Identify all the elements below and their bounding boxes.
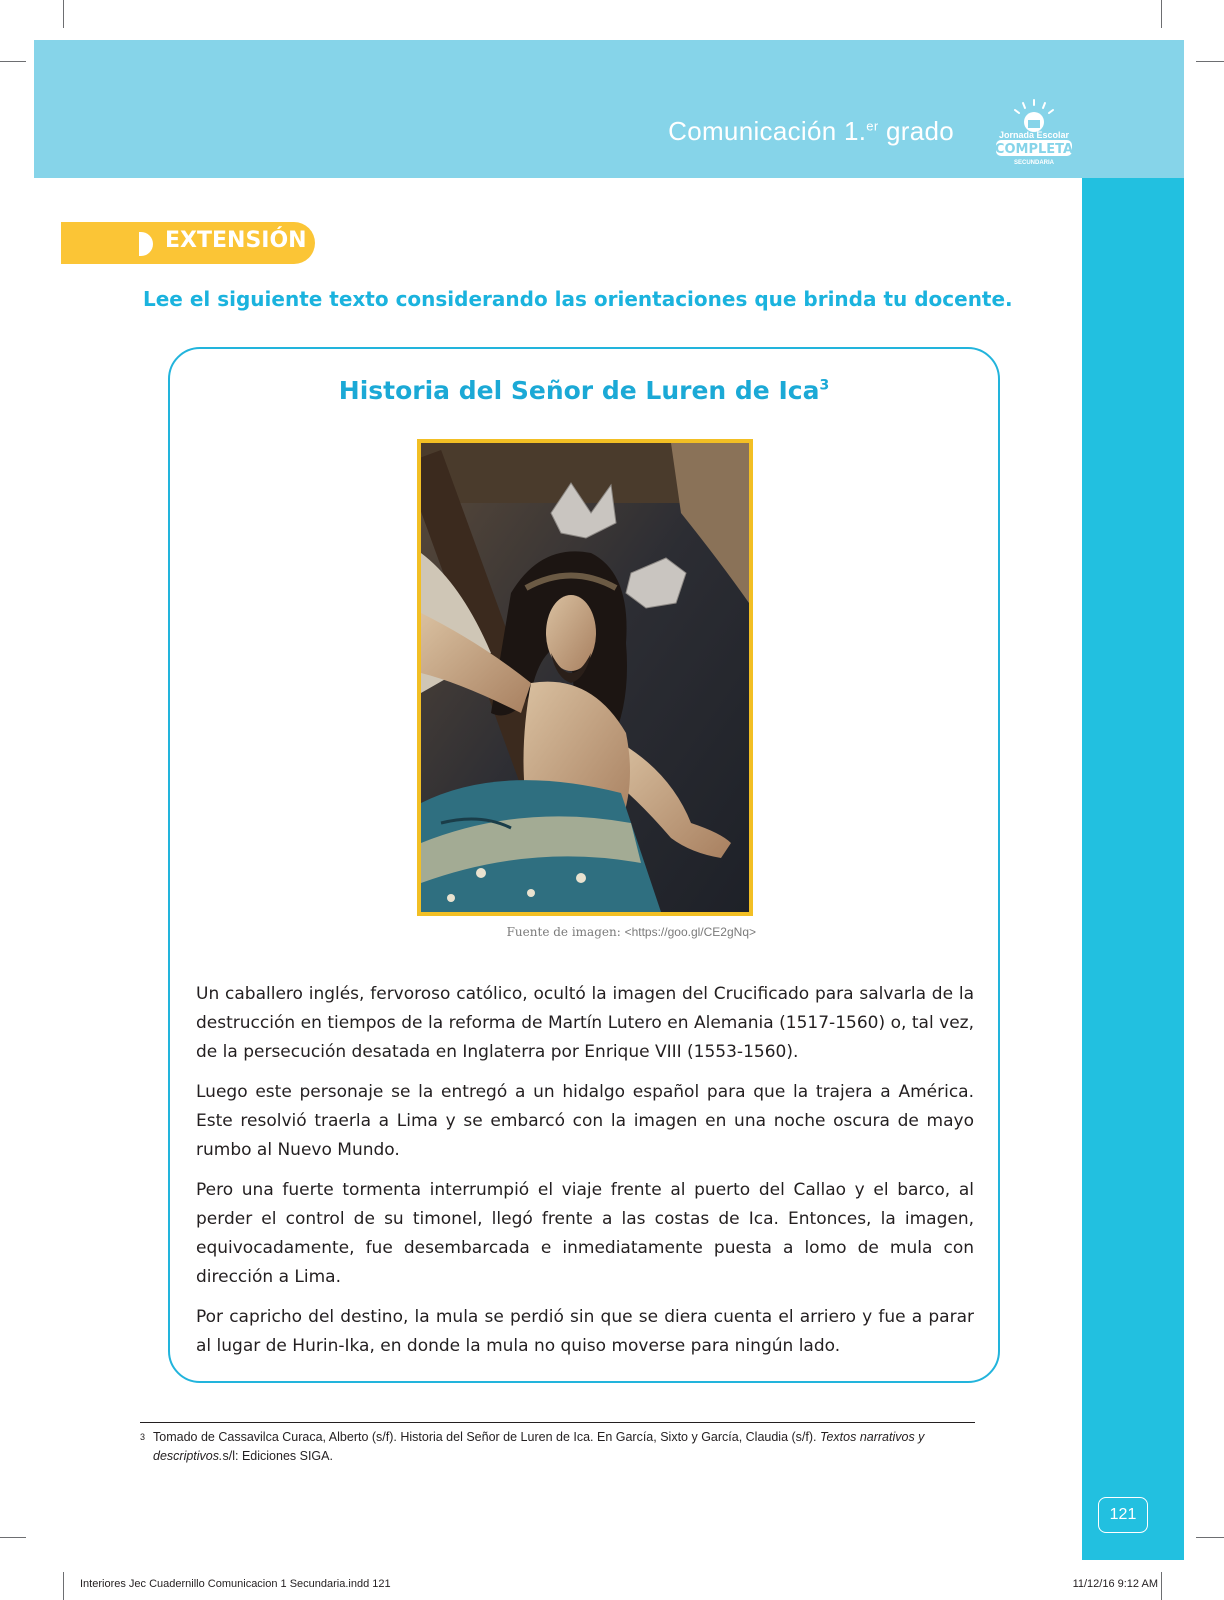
crop-mark: [1196, 1537, 1224, 1538]
crop-mark: [1161, 0, 1162, 28]
logo-text-bottom: SECUNDARIA: [1013, 160, 1055, 166]
jornada-escolar-completa-logo: [990, 98, 1078, 166]
senor-de-luren-photo: [417, 439, 753, 916]
grade-word: grado: [878, 116, 954, 146]
story-paragraph-4: Por capricho del destino, la mula se perdió sin que se diera cuenta el arriero y fue a parar al lugar de Hurin-Ika, en donde la mula no quiso moverse para ningún lado.: [196, 1307, 974, 1356]
footnote-body: [153, 1428, 968, 1466]
crop-mark: [1196, 61, 1224, 62]
crop-mark: [63, 1572, 64, 1600]
story-paragraph-1: Un caballero inglés, fervoroso católico, ocultó la imagen del Crucificado para salvarla de la destrucción en tiempos de la reforma de Martín Lutero en Alemania (1517-1560) o, tal vez, de la persecución desatada en Inglaterra por Enrique VIII (1553-1560).: [196, 984, 974, 1062]
page-number: 121: [1098, 1497, 1148, 1533]
crop-mark: [63, 0, 64, 28]
footnote-mark: 3: [140, 1432, 146, 1442]
footnote-reference: 3: [819, 377, 830, 394]
logo-text-main: COMPLETA: [994, 142, 1074, 157]
grade-superscript: er: [866, 118, 879, 134]
reading-title: [168, 376, 1000, 405]
logo-text-top: Jornada Escolar: [998, 130, 1070, 140]
crop-mark: [1161, 1572, 1162, 1600]
section-tag: [61, 222, 315, 264]
course-subject: Comunicación 1.: [668, 116, 867, 146]
crop-mark: [0, 1537, 26, 1538]
print-slug-file: Interiores Jec Cuadernillo Comunicacion 1 Secundaria.indd 121: [80, 1578, 391, 1590]
footnote-book-title: Textos narrativos y descriptivos.: [153, 1430, 925, 1463]
story-paragraph-3: Pero una fuerte tormenta interrumpió el viaje frente al puerto del Callao y el barco, al perder el control de su timonel, llegó frente a las costas de Ica. Entonces, la imagen, equivocadamente, fue desembarcada e inmediatamente puesta a lomo de mula con dirección a Lima.: [196, 1180, 974, 1287]
side-band: [1082, 178, 1184, 1560]
image-credit-url: <https://goo.gl/CE2gNq>: [624, 925, 756, 939]
story-text: [196, 980, 974, 1372]
tag-marker-icon: [139, 232, 153, 256]
header-course-title: [668, 116, 954, 147]
print-slug-date: 11/12/16 9:12 AM: [1072, 1578, 1158, 1590]
footnote-text: Tomado de Cassavilca Curaca, Alberto (s/f). Historia del Señor de Luren de Ica. En García, Sixto y García, Claudia (s/f).: [153, 1430, 820, 1444]
reading-instruction: Lee el siguiente texto considerando las orientaciones que brinda tu docente.: [143, 287, 1013, 311]
image-credit: [507, 925, 756, 939]
section-tag-label: EXTENSIÓN: [165, 228, 307, 253]
crop-mark: [0, 61, 26, 62]
crucifix-illustration: [421, 443, 749, 912]
footnote-publisher: s/l: Ediciones SIGA.: [222, 1449, 333, 1463]
footnote-divider: [140, 1422, 975, 1423]
story-paragraph-2: Luego este personaje se la entregó a un hidalgo español para que la trajera a América. Este resolvió traerla a Lima y se embarcó con la imagen en una noche oscura de mayo rumbo al Nuevo Mundo.: [196, 1082, 974, 1160]
reading-title-text: Historia del Señor de Luren de Ica: [338, 376, 820, 405]
footnote: [140, 1428, 975, 1466]
image-credit-label: Fuente de imagen:: [506, 925, 625, 939]
